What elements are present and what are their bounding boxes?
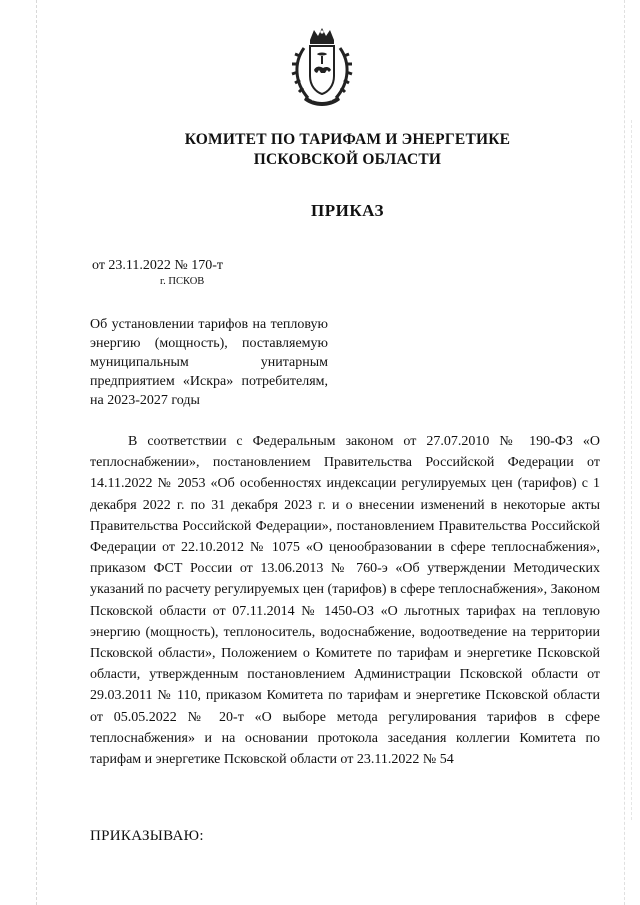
scan-edge-right	[624, 0, 625, 905]
document-type-title: ПРИКАЗ	[311, 201, 384, 220]
organization-title-line1: КОМИТЕТ ПО ТАРИФАМ И ЭНЕРГЕТИКЕ	[184, 131, 511, 148]
pskov-coat-of-arms-icon	[290, 26, 354, 108]
order-verb: ПРИКАЗЫВАЮ:	[90, 828, 204, 844]
order-city: г. ПСКОВ	[160, 276, 205, 287]
preamble-paragraph: В соответствии с Федеральным законом от 27.07.2010 № 190-ФЗ «О теплоснабжении», постановлением Правительства Российской Федерации от 14.11.2022 № 2053 «Об особенностях индексации регулируемых цен (тарифов) с 1 декабря 2022 г. по 31 декабря 2023 г. и о внесении изменений в некоторые акты Правительства Российской Федерации», постановлением Правительства Российской Федерации от 22.10.2012 № 1075 «О ценообразовании в сфере теплоснабжения», приказом ФСТ России от 13.06.2013 № 760-э «Об утверждении Методических указаний по расчету регулируемых цен (тарифов) в сфере теплоснабжения», Законом Псковской области от 07.11.2014 № 1450-ОЗ «О льготных тарифах на тепловую энергию (мощность), теплоноситель, водоснабжение, водоотведение на территории Псковской области», Положением о Комитете по тарифам и энергетике Псковской области, утвержденным постановлением Администрации Псковской области от 29.03.2011 № 110, приказом Комитета по тарифам и энергетике Псковской области от 05.05.2022 № 20-т «О выборе метода регулирования тарифов в сфере теплоснабжения» и на основании протокола заседания коллегии Комитета по тарифам и энергетике Псковской области от 23.11.2022 № 54	[90, 434, 600, 768]
organization-title-line2: ПСКОВСКОЙ ОБЛАСТИ	[253, 151, 442, 168]
order-subject: Об установлении тарифов на тепловую энергию (мощность), поставляемую муниципальным унитарным предприятием «Искра» потребителям, на 2023-2027 годы	[90, 317, 328, 408]
order-date-number: от 23.11.2022 № 170-т	[92, 258, 224, 273]
scan-edge-right-outer	[631, 120, 632, 820]
organization-title	[100, 130, 595, 170]
scan-edge-left	[36, 0, 37, 905]
